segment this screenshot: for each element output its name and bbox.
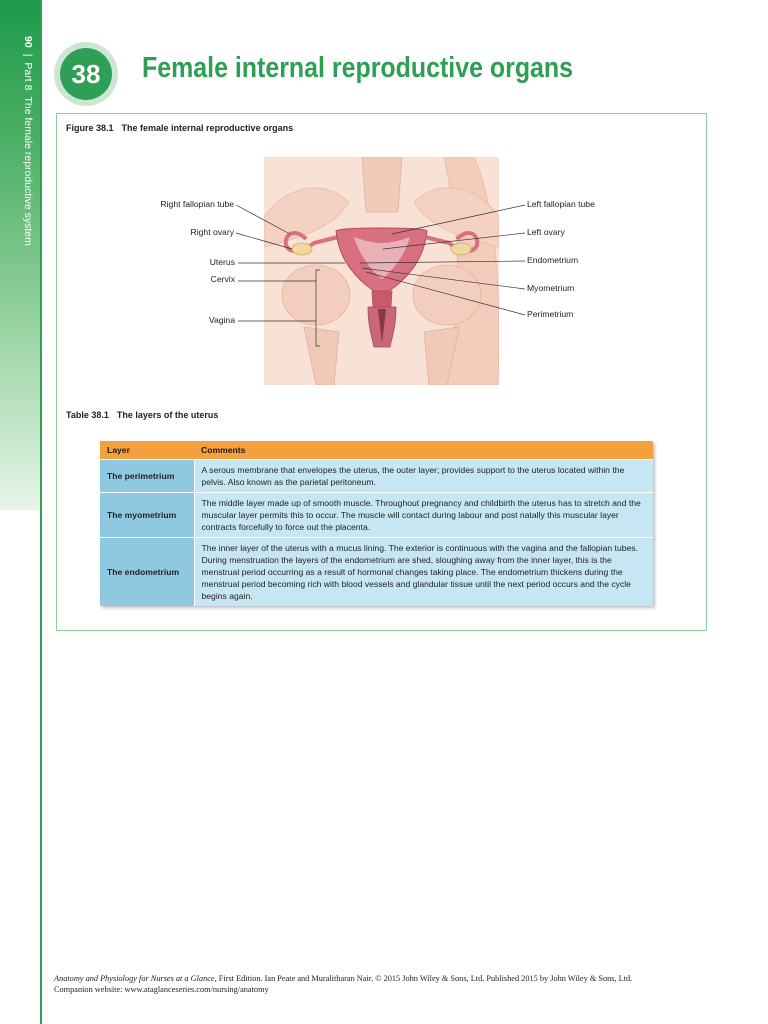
label-cervix: Cervix [210, 274, 235, 284]
label-right-fallopian-tube: Right fallopian tube [160, 199, 234, 209]
comment-cell: The inner layer of the uterus with a mucus lining. The exterior is continuous with the vagina and the fallopian tubes. During menstruation the layers of the endometrium are shed, sloughing away from the inner layer, this is the menstrual period occurring as a result of hormonal changes taking place. The endometrium thickens during the menstrual period becoming rich with blood vessels and glandular tissue until the next period occurs and the cycle begins again. [194, 538, 653, 607]
table-row [100, 493, 653, 538]
table-title: The layers of the uterus [116, 410, 219, 420]
cervix-icon [372, 291, 392, 307]
layer-cell: The perimetrium [100, 460, 194, 493]
table-row [100, 538, 653, 607]
label-myometrium: Myometrium [527, 283, 575, 293]
label-vagina: Vagina [208, 315, 235, 325]
chapter-number: 38 [60, 48, 112, 100]
part-sidebar [0, 0, 40, 510]
label-right-ovary: Right ovary [190, 227, 234, 237]
label-perimetrium: Perimetrium [527, 309, 574, 319]
label-uterus: Uterus [209, 257, 235, 267]
comment-cell: The middle layer made up of smooth muscle. Throughout pregnancy and childbirth the uterus has to stretch and the muscular layer permits this to occur. The muscle will contact during labour and post natally this muscular layer contracts forcefully to force out the placenta. [194, 493, 653, 538]
label-left-ovary: Left ovary [527, 227, 565, 237]
running-head: 90|Part 8The female reproductive system [22, 36, 34, 246]
table-header-row [100, 441, 653, 460]
uterus-layers-table [100, 441, 653, 606]
section-label: The female reproductive system [22, 96, 34, 246]
figure-label: Figure 38.1 [66, 123, 114, 133]
right-hip-joint-icon [413, 265, 481, 325]
table-label: Table 38.1 [66, 410, 109, 420]
chapter-title: Female internal reproductive organs [142, 52, 574, 84]
footer-citation [54, 973, 694, 984]
footer-companion: Companion website: www.ataglanceseries.com/nursing/anatomy [54, 985, 269, 994]
label-left-fallopian-tube: Left fallopian tube [527, 199, 595, 209]
left-ovary-icon [451, 243, 471, 255]
column-header-comments: Comments [194, 441, 653, 460]
chapter-badge [54, 42, 118, 106]
page-footer [54, 973, 694, 995]
figure-caption [66, 123, 301, 133]
right-ovary-icon [292, 243, 312, 255]
footer-citation-text: , First Edition. Ian Peate and Muralitharan Nair. © 2015 John Wiley & Sons, Ltd. Published 2015 by John Wiley & Sons, Ltd. [214, 974, 633, 983]
part-label: Part 8 [22, 62, 34, 91]
figure-title: The female internal reproductive organs [121, 123, 294, 133]
sacrum-icon [362, 157, 402, 212]
page-number: 90 [22, 36, 34, 48]
label-endometrium: Endometrium [527, 255, 579, 265]
layer-cell: The myometrium [100, 493, 194, 538]
reproductive-organs-illustration [264, 157, 499, 385]
column-header-layer: Layer [100, 441, 194, 460]
left-hip-joint-icon [282, 265, 350, 325]
comment-cell: A serous membrane that envelopes the uterus, the outer layer; provides support to the uterus located within the pelvis. Also known as the parietal peritoneum. [194, 460, 653, 493]
sidebar-rule [40, 0, 42, 1024]
table-caption [66, 410, 226, 420]
table-row [100, 460, 653, 493]
footer-book-title: Anatomy and Physiology for Nurses at a Glance [54, 974, 215, 983]
layer-cell: The endometrium [100, 538, 194, 607]
